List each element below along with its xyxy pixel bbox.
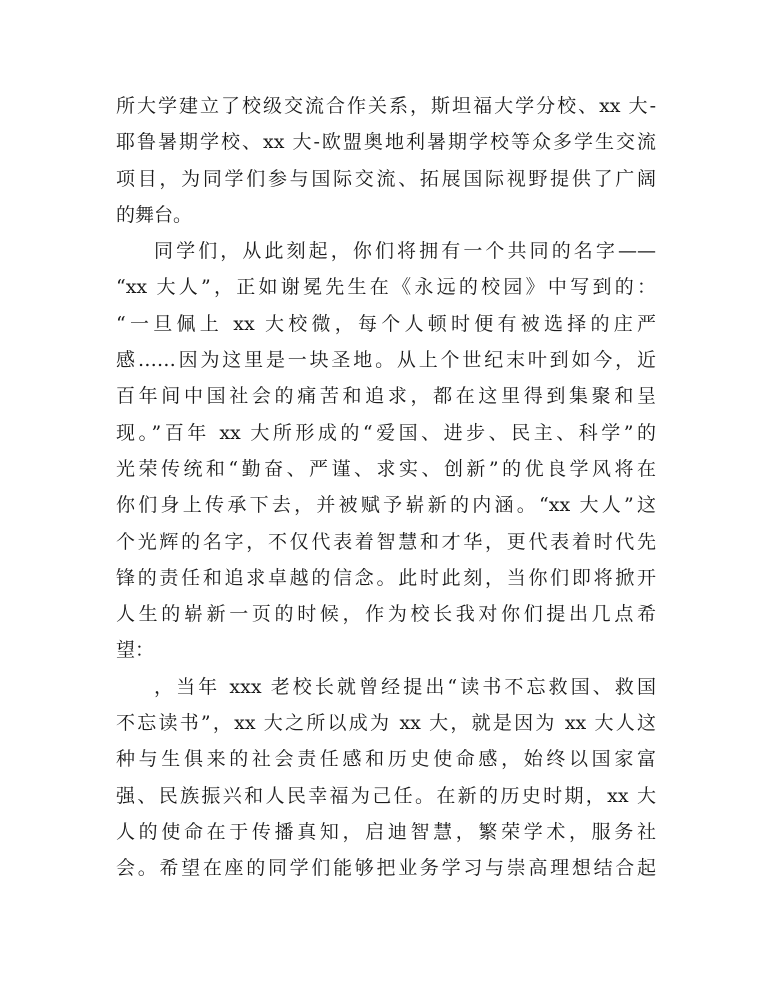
text-line: 种与生俱来的社会责任感和历史使命感，始终以国家富 <box>116 748 656 771</box>
text-line: 你们身上传承下去，并被赋予崭新的内涵。“xx 大人”这 <box>116 494 656 517</box>
text-line: “xx 大人”，正如谢冕先生在《永远的校园》中写到的： <box>116 276 656 299</box>
text-line: 百年间中国社会的痛苦和追求，都在这里得到集聚和呈 <box>116 385 656 408</box>
text-line: 光荣传统和“勤奋、严谨、求实、创新”的优良学风将在 <box>116 457 656 480</box>
text-line: 人生的崭新一页的时候，作为校长我对你们提出几点希 <box>116 603 656 626</box>
text-line: 项目，为同学们参与国际交流、拓展国际视野提供了广阔 <box>116 167 656 190</box>
text-line: 不忘读书”，xx 大之所以成为 xx 大，就是因为 xx 大人这 <box>116 712 656 735</box>
text-line: 耶鲁暑期学校、xx 大-欧盟奥地利暑期学校等众多学生交流 <box>116 131 656 154</box>
text-line: 同学们，从此刻起，你们将拥有一个共同的名字—— <box>154 240 656 263</box>
text-line: 感……因为这里是一块圣地。从上个世纪末叶到如今，近 <box>116 349 656 372</box>
text-line: 望： <box>116 639 155 662</box>
text-line: 人的使命在于传播真知，启迪智慧，繁荣学术，服务社 <box>116 820 656 843</box>
text-line: 强、民族振兴和人民幸福为己任。在新的历史时期，xx 大 <box>116 784 656 807</box>
text-line: “一旦佩上 xx 大校微，每个人顿时便有被选择的庄严 <box>116 312 656 335</box>
text-line: 的舞台。 <box>116 203 193 226</box>
text-line: ，当年 xxx 老校长就曾经提出“读书不忘救国、救国 <box>154 675 656 698</box>
text-line: 现。”百年 xx 大所形成的“爱国、进步、民主、科学”的 <box>116 421 656 444</box>
document-body <box>116 88 656 887</box>
text-line: 锋的责任和追求卓越的信念。此时此刻，当你们即将掀开 <box>116 566 656 589</box>
text-line: 所大学建立了校级交流合作关系，斯坦福大学分校、xx 大- <box>116 95 656 117</box>
text-line: 个光辉的名字，不仅代表着智慧和才华，更代表着时代先 <box>116 530 656 553</box>
text-line: 会。希望在座的同学们能够把业务学习与崇高理想结合起 <box>116 857 656 880</box>
